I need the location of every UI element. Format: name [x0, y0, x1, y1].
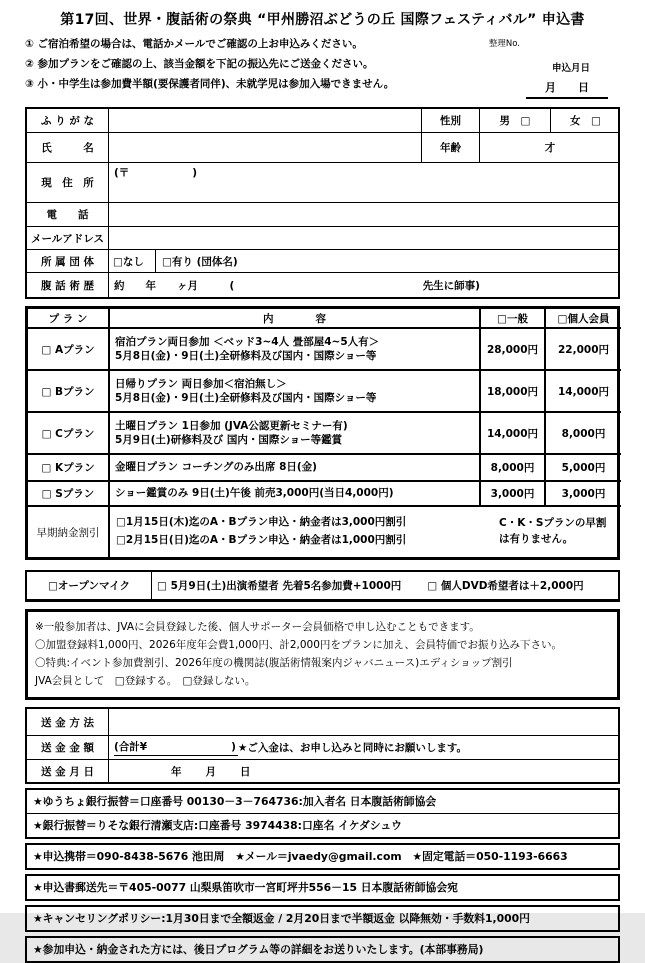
- plan-k-price-general: 8,000円: [481, 455, 546, 482]
- risona-bank-info: ★銀行振替＝りそな銀行清瀬支店:口座番号 3974438:口座名 イケダシュウ: [27, 813, 618, 837]
- plan-c-price-general: 14,000円: [481, 413, 546, 455]
- remittance-table: [25, 707, 620, 784]
- plan-header-member-checkbox[interactable]: □個人会員: [546, 309, 621, 329]
- plan-k-price-member: 5,000円: [546, 455, 621, 482]
- open-mic-options: [152, 572, 618, 600]
- plan-b-price-general: 18,000円: [481, 371, 546, 413]
- bank-transfer-box: [25, 788, 620, 839]
- remit-method-input[interactable]: [109, 709, 618, 736]
- mailing-address: ★申込書郵送先＝〒405-0077 山梨県笛吹市一宮町坪井556－15 日本腹話術師協会宛: [33, 881, 458, 894]
- yucho-bank-info: ★ゆうちょ銀行振替＝口座番号 00130－3－764736:加入者名 日本腹話術師協会: [33, 795, 437, 808]
- contact-box: [25, 843, 620, 870]
- early-discount-field: [110, 507, 621, 557]
- address-input[interactable]: (〒 ): [109, 163, 620, 203]
- mailing-address-box: [25, 874, 620, 901]
- plan-s-price-general: 3,000円: [481, 482, 546, 507]
- serial-number-label: 整理No.: [488, 39, 520, 49]
- plan-header-label: プ ラ ン: [28, 309, 110, 329]
- plan-b-line2: 5月8日(金)・9日(土)全研修料及び国内・国際ショー等: [115, 392, 377, 404]
- remit-amount-input[interactable]: (合計¥ ): [114, 739, 238, 756]
- furigana-label: ふ り が な: [27, 109, 109, 133]
- open-mic-option-1[interactable]: □ 5月9日(土)出演希望者 先着5名参加費+1000円: [157, 580, 402, 592]
- plan-c-price-member: 8,000円: [546, 413, 621, 455]
- phone-input[interactable]: [109, 203, 620, 227]
- plan-s-description: [110, 482, 481, 507]
- jva-note-3: 〇特典:イベント参加費割引、2026年度の機関誌(腹話術情報案内ジャバニュース)エディショップ割引: [35, 657, 513, 669]
- intro-note-3: ③ 小・中学生は参加費半額(要保護者同伴)、未就学児は参加入場できません。: [25, 78, 395, 90]
- plan-b-price-member: 14,000円: [546, 371, 621, 413]
- plan-a-price-general: 28,000円: [481, 329, 546, 371]
- plan-k-line1: 金曜日プラン コーチングのみ出席 8日(金): [115, 461, 317, 474]
- intro-note-2: ② 参加プランをご確認の上、該当金額を下記の振込先にご送金ください。: [25, 58, 374, 70]
- jva-membership-notes: [25, 609, 620, 700]
- group-yes-checkbox[interactable]: □有り (団体名): [162, 255, 238, 268]
- apply-date-label: 申込月日: [551, 63, 590, 74]
- intro-section: [25, 36, 620, 100]
- plan-a-price-member: 22,000円: [546, 329, 621, 371]
- plan-b-checkbox[interactable]: □ Bプラン: [28, 371, 110, 413]
- open-mic-option-dvd[interactable]: □ 個人DVD希望者は＋2,000円: [427, 580, 584, 592]
- cancellation-policy: ★キャンセリングポリシー:1月30日まで全額返金 / 2月20日まで半額返金 以降無効・手数料1,000円: [33, 912, 530, 925]
- cancellation-policy-box: [25, 905, 620, 932]
- email-input[interactable]: [109, 227, 620, 250]
- plan-a-description: [110, 329, 481, 371]
- plan-c-line2: 5月9日(土)研修料及び 国内・国際ショー等鑑賞: [115, 434, 343, 446]
- group-label: 所 属 団 体: [27, 250, 109, 273]
- jva-note-1: ※一般参加者は、JVAに会員登録した後、個人サポーター会員価格で申し込むこともできます。: [35, 621, 480, 633]
- open-mic-checkbox[interactable]: □オープンマイク: [27, 572, 152, 600]
- remit-amount-note: ★ご入金は、お申し込みと同時にお願いします。: [237, 742, 467, 754]
- plan-s-line1: ショー鑑賞のみ 9日(土)午後 前売3,000円(当日4,000円): [115, 487, 394, 500]
- program-notice-box: [25, 936, 620, 963]
- name-label: 氏 名: [27, 133, 109, 163]
- plan-c-checkbox[interactable]: □ Cプラン: [28, 413, 110, 455]
- remit-date-label: 送 金 月 日: [27, 760, 109, 782]
- career-label: 腹 話 術 歴: [27, 273, 109, 297]
- plan-header-content: 内 容: [110, 309, 481, 329]
- phone-label: 電 話: [27, 203, 109, 227]
- address-label: 現 住 所: [27, 163, 109, 203]
- plan-table: [25, 306, 620, 560]
- email-label: メールアドレス: [27, 227, 109, 250]
- plan-b-line1: 日帰りプラン 両日参加＜宿泊無し＞: [115, 377, 287, 390]
- plan-k-description: [110, 455, 481, 482]
- intro-note-1: ① ご宿泊希望の場合は、電話かメールでご確認の上お申込みください。: [25, 38, 363, 50]
- career-input-left[interactable]: 約 年 ヶ月 (: [114, 279, 235, 292]
- group-none-checkbox[interactable]: □なし: [109, 250, 156, 272]
- personal-info-table: [25, 107, 620, 299]
- plan-a-checkbox[interactable]: □ Aプラン: [28, 329, 110, 371]
- plan-a-line2: 5月8日(金)・9日(土)全研修料及び国内・国際ショー等: [115, 350, 377, 362]
- jva-note-2: 〇加盟登録料1,000円、2026年度年会費1,000円、計2,000円をプランに加え、会員特価でお振り込み下さい。: [35, 639, 563, 651]
- jva-register-options[interactable]: JVA会員として □登録する。 □登録しない。: [35, 675, 256, 687]
- remit-amount-field: [109, 736, 618, 760]
- age-input[interactable]: 才: [480, 133, 620, 163]
- age-label: 年齢: [422, 133, 480, 163]
- plan-c-line1: 土曜日プラン 1日参加 (JVA公認更新セミナー有): [115, 419, 348, 432]
- plan-k-checkbox[interactable]: □ Kプラン: [28, 455, 110, 482]
- furigana-input[interactable]: [109, 109, 422, 133]
- open-mic-table: [25, 570, 620, 602]
- early-discount-label: 早期納金割引: [28, 507, 110, 557]
- early-discount-option-2[interactable]: □2月15日(日)迄のA・Bプラン申込・納金者は1,000円割引: [116, 534, 407, 546]
- form-title: 第17回、世界・腹話術の祭典 “甲州勝沼ぶどうの丘 国際フェスティバル” 申込書: [60, 12, 585, 28]
- plan-c-description: [110, 413, 481, 455]
- plan-header-general-checkbox[interactable]: □一般: [481, 309, 546, 329]
- early-discount-option-1[interactable]: □1月15日(木)迄のA・Bプラン申込・納金者は3,000円割引: [116, 516, 407, 529]
- plan-s-price-member: 3,000円: [546, 482, 621, 507]
- plan-b-description: [110, 371, 481, 413]
- career-field[interactable]: [109, 273, 620, 297]
- apply-date-field[interactable]: 月 日: [526, 79, 608, 99]
- early-discount-note: C・K・Sプランの早割は有りません。: [499, 517, 607, 545]
- plan-a-line1: 宿泊プラン両日参加 ＜ベッド3~4人 畳部屋4~5人有＞: [115, 335, 380, 348]
- name-input[interactable]: [109, 133, 422, 163]
- remit-method-label: 送 金 方 法: [27, 709, 109, 736]
- male-checkbox[interactable]: 男 □: [480, 109, 551, 133]
- group-field: [109, 250, 620, 273]
- female-checkbox[interactable]: 女 □: [551, 109, 620, 133]
- career-input-right: 先生に師事): [422, 279, 480, 292]
- contact-info: ★申込携帯＝090-8438-5676 池田周 ★メール＝jvaedy@gmail.com ★固定電話＝050-1193-6663: [33, 850, 568, 863]
- remit-date-input[interactable]: 年 月 日: [171, 765, 252, 778]
- remit-amount-label: 送 金 金 額: [27, 736, 109, 760]
- plan-s-checkbox[interactable]: □ Sプラン: [28, 482, 110, 507]
- early-discount-options: [116, 514, 406, 550]
- gender-label: 性別: [422, 109, 480, 133]
- program-notice: ★参加申込・納金された方には、後日プログラム等の詳細をお送りいたします。(本部事務局): [33, 943, 484, 956]
